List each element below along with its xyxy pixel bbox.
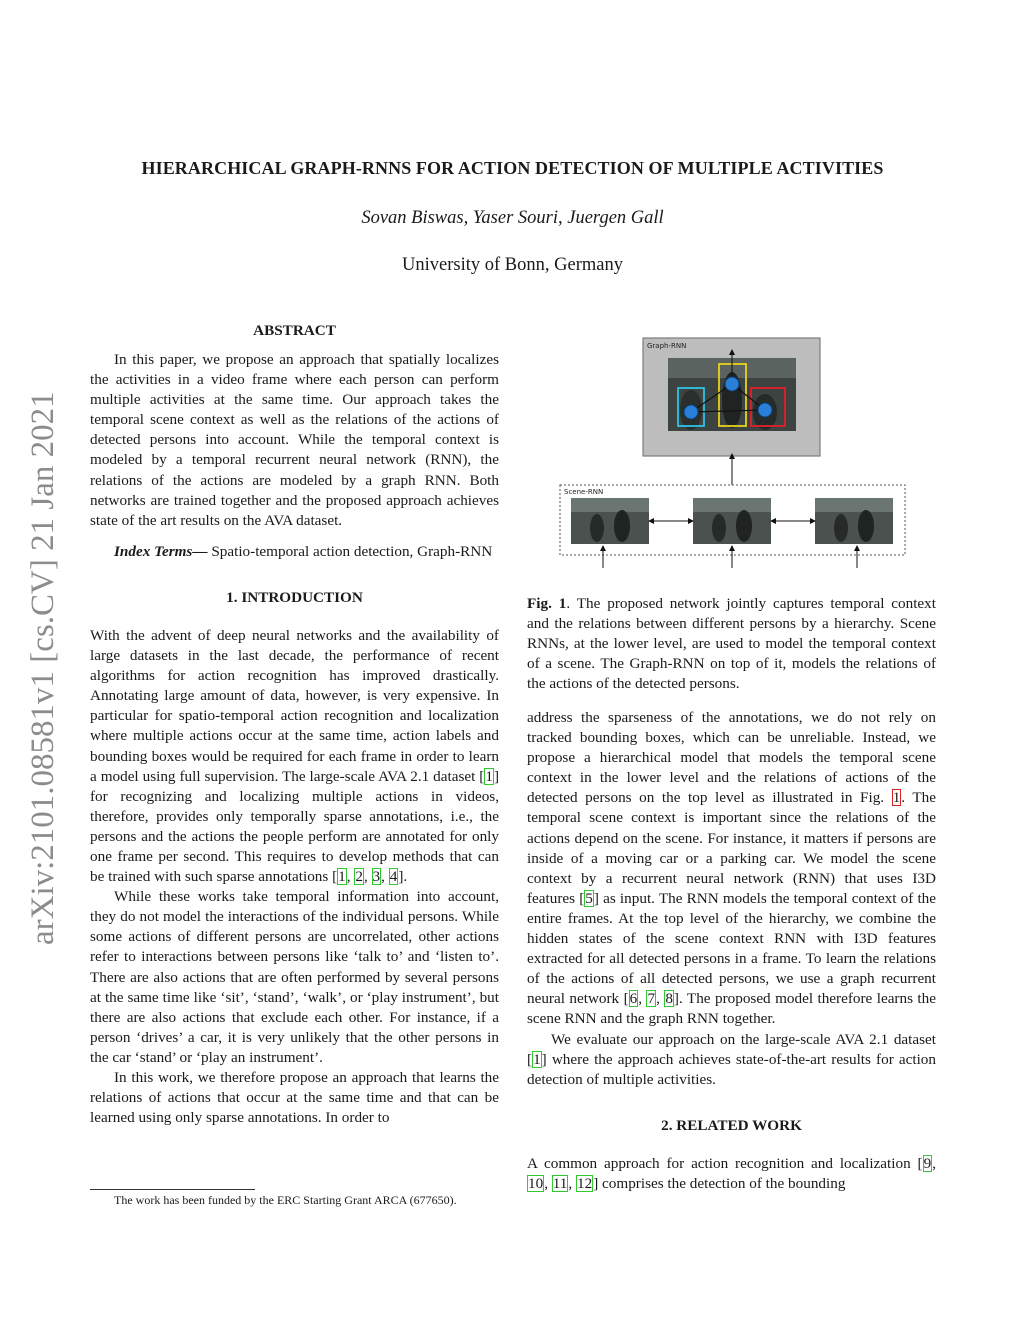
paper-title: HIERARCHICAL GRAPH-RNNS FOR ACTION DETECTION OF MULTIPLE ACTIVITIES — [141, 158, 884, 178]
citation-link[interactable]: 10 — [528, 1174, 544, 1192]
caption-label: Fig. 1 — [527, 595, 567, 612]
caption-text: . The proposed network jointly captures temporal context and the relations between different persons by a hierarchy. Scene RNNs, at the lower level, are used to model the temporal context of a scene. The Graph-RNN on top of it, models the relations of the actions of the detected persons. — [527, 595, 936, 693]
citation-link[interactable]: 4 — [389, 868, 398, 886]
frame-person — [614, 510, 630, 542]
arrow-head — [600, 545, 606, 551]
related-work-heading: 2. RELATED WORK — [661, 1116, 802, 1134]
citation-link[interactable]: 1 — [338, 868, 346, 886]
footnote-rule — [90, 1189, 255, 1190]
authors: Sovan Biswas, Yaser Souri, Juergen Gall — [361, 208, 664, 228]
citation-link[interactable]: 2 — [355, 868, 363, 886]
scene-rnn-label: Scene-RNN — [564, 488, 604, 496]
right-paragraph-3: A common approach for action recognition and localization [9, 10, 11, 12] comprises the detection of the bounding — [527, 1154, 936, 1192]
frame-bg — [571, 498, 649, 512]
intro-paragraph-1: With the advent of deep neural networks and the availability of large datasets in the last decade, the performance of recent algorithms for action recognition has improved drastically. Annotating large amount of data, however, is very expensive. In particular for spatio-temporal action recognition and localization where multiple actions occur at the same time, action labels and bounding boxes would be required for each frame in order to learn a model using full supervision. The large-scale AVA 2.1 dataset [1] for recognizing and localizing multiple actions in videos, therefore, provides only temporally sparse annotations, i.e., the persons and the actions the people perform are annotated for only one frame per second. This requires to develop methods that can be trained with such sparse annotations [1, 2, 3, 4]. — [90, 626, 499, 886]
intro-paragraph-2: While these works take temporal information into account, they do not model the interactions of the individual persons. While some actions of different persons are uncorrelated, other actions refer to interactions between persons like ‘talk to’ and ‘listen to’. There are also actions that are often performed by several persons at the same time like ‘sit’, ‘stand’, ‘walk’, or ‘play instrument’, but there are also actions that exclude each other. For instance, if a person ‘drives’ a car, it is very unlikely that the other persons in the car ‘stand’ or ‘play an instrument’. — [90, 888, 499, 1066]
index-terms-label: Index Terms— — [114, 542, 208, 560]
graph-rnn-label: Graph-RNN — [647, 342, 687, 350]
figure-reference-link[interactable]: 1 — [892, 789, 901, 807]
index-terms — [90, 542, 499, 562]
frame-bg — [693, 498, 771, 512]
citation-link[interactable]: 11 — [552, 1174, 568, 1192]
arrow-head — [854, 545, 860, 551]
intro-p1-text-a: With the advent of deep neural networks and the availability of large datasets in the last decade, the performance of recent algorithms for action recognition has improved drastically. Annotating large amount of data, however, is very expensive. In particular for spatio-temporal action recognition and localization where multiple actions occur at the same time, action labels and bounding boxes would be required for each frame in order to learn a model using full supervision. The large-scale AVA 2.1 dataset — [90, 626, 499, 785]
right-p1-text-d: . The proposed model therefore learns the scene RNN and the graph RNN together. — [527, 990, 936, 1028]
footnote: The work has been funded by the ERC Starting Grant ARCA (677650). — [114, 1193, 457, 1207]
abstract-heading: ABSTRACT — [253, 322, 336, 339]
frame-person — [712, 514, 726, 542]
right-p3-text-a: A common approach for action recognition and localization — [527, 1154, 918, 1172]
intro-heading: 1. INTRODUCTION — [226, 588, 363, 606]
abstract-text: In this paper, we propose an approach that spatially localizes the activities in a video frame where each person can perform multiple activities at the same time. Our approach takes the temporal scene context as well as the relations of the actions of detected persons into account. While the temporal context is modeled by a temporal recurrent neural network (RNN), the relations of the actions are modeled by a graph RNN. Both networks are trained together and the proposed approach achieves state of the art results on the AVA dataset. — [90, 351, 499, 529]
citation-link[interactable]: 1 — [485, 767, 493, 785]
frame-person — [736, 510, 752, 542]
graph-node — [684, 405, 698, 419]
citation-link[interactable]: 7 — [647, 990, 656, 1008]
figure-caption — [527, 594, 936, 694]
citation-link[interactable]: 3 — [372, 868, 381, 886]
graph-node — [758, 403, 772, 417]
right-column — [527, 708, 936, 1194]
right-p1-text-a: address the sparseness of the annotations, we do not rely on tracked bounding boxes, which can be unreliable. Instead, we propose a hierarchical model that models the temporal scene context in the lower level and the relations of actions of the detected persons on the top level as illustrated in Fig. — [527, 709, 936, 807]
arxiv-stamp: arXiv:2101.08581v1 [cs.CV] 21 Jan 2021 — [25, 391, 61, 945]
citation-link[interactable]: 1 — [533, 1050, 541, 1068]
citation-link[interactable]: 12 — [577, 1174, 593, 1192]
index-terms-text: Spatio-temporal action detection, Graph-RNN — [207, 542, 493, 560]
citation-link[interactable]: 5 — [585, 889, 593, 907]
right-p3-text-b: comprises the detection of the bounding — [598, 1174, 846, 1192]
right-paragraph-1: address the sparseness of the annotations, we do not rely on tracked bounding boxes, which can be unreliable. Instead, we propose a hierarchical model that models the temporal scene context in the lower level and the relations of actions of the detected persons on the top level as illustrated in Fig. 1. The temporal scene context is important since the relations of the actions depend on the scene. For instance, it matters if persons are inside of a moving car or a parking car. We model the scene context by a recurrent neural network (RNN) that uses I3D features [5] as input. The RNN models the temporal context of the entire frames. At the top level of the hierarchy, we combine the hidden states of the scene context RNN with I3D features extracted for all detected persons in a frame. To learn the relations of the actions of all detected persons, we use a graph recurrent neural network [6, 7, 8]. The proposed model therefore learns the scene RNN and the graph RNN together. — [527, 709, 936, 1028]
intro-p1-text-c: . — [403, 868, 408, 886]
citation-link[interactable]: 8 — [665, 990, 673, 1008]
citation-link[interactable]: 6 — [629, 990, 638, 1008]
frame-person — [590, 514, 604, 542]
frame-person — [834, 514, 848, 542]
right-p2-text-a: We evaluate our approach on the large-scale AVA 2.1 dataset — [551, 1030, 936, 1048]
frame-person — [858, 510, 874, 542]
intro-paragraph-3: In this work, we therefore propose an approach that learns the relations of actions that occur at the same time and that can be learned using only sparse annotations. In order to — [90, 1069, 499, 1127]
right-p1-text-c: as input. The RNN models the temporal context of the entire frames. At the top level of the hierarchy, we combine the hidden states of the scene context RNN with I3D features extracted for all detected persons in a frame. To learn the relations of the actions of all detected persons, we use a graph recurrent neural network — [527, 889, 936, 1008]
right-paragraph-2: We evaluate our approach on the large-scale AVA 2.1 dataset [1] where the approach achieves state-of-the-art results for action detection of multiple activities. — [527, 1030, 936, 1088]
citation-link[interactable]: 9 — [923, 1154, 932, 1172]
right-p2-text-b: where the approach achieves state-of-the-art results for action detection of multiple activities. — [527, 1050, 936, 1088]
right-p1-text-b: . The temporal scene context is important since the relations of the actions depend on the scene. For instance, it matters if persons are inside of a moving car or a parking car. We model the scene context by a recurrent neural network (RNN) that uses I3D features — [527, 789, 936, 907]
frame-bg — [815, 498, 893, 512]
arrow-head — [729, 545, 735, 551]
intro-p1-text-b: for recognizing and localizing multiple actions in videos, therefore, provides only temporally sparse annotations, i.e., the persons and the actions the people perform are annotated for only one frame per second. This requires to develop methods that can be trained with such sparse annotations — [90, 787, 499, 886]
graph-node — [725, 377, 739, 391]
figure-1 — [527, 330, 936, 592]
affiliation: University of Bonn, Germany — [402, 255, 623, 275]
left-column — [90, 321, 499, 1128]
